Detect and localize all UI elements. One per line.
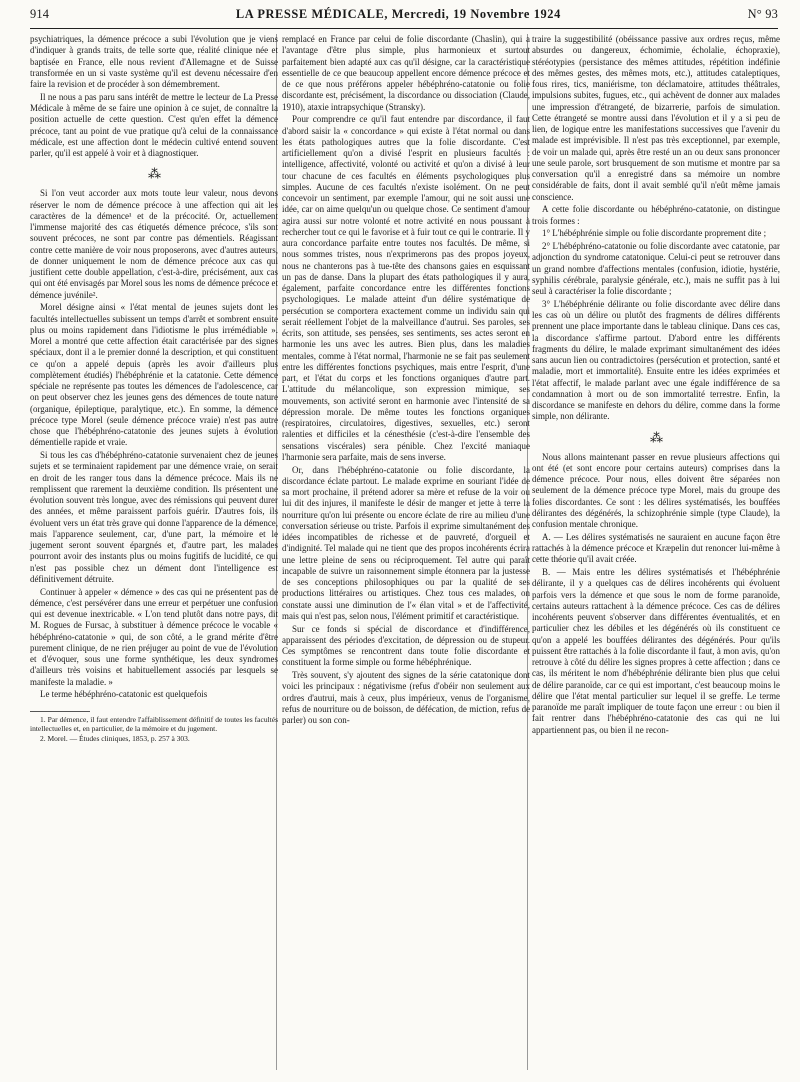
paragraph: Pour comprendre ce qu'il faut entendre par discordance, il faut d'abord saisir la « concordance » qui existe à l'état normal ou dans les états pathologiques autres que la folie discordante. C'est artificiellement qu'on a divisé l'esprit en plusieurs facultés : intelligence, affectivité, volonté ou activité et qu'on a divisé à leur tour chacune de ces facultés en éléments psychologiques plus simples. Aucune de ces facultés n'existe isolément. On ne peut concevoir un sentiment, par exemple l'amour, qui ne soit aussi une idée, car on aime quelqu'un ou quelque chose. Ce sentiment d'amour agira aussi sur notre volonté et notre activité en nous poussant à rechercher tout ce qui le favorise et à fuir tout ce qui le contrarie. Il y aura concordance parfaite entre toutes nos facultés. De même, si nous sommes tristes, nous n'exprimerons pas des propos joyeux, nous ne chanterons pas à tue-tête des chansons gaies en esquissant un pas de danse. Dans la plupart des états pathologiques il y aura, également, parfaite concordance entre les différentes fonctions psychologiques. Le malade atteint d'un délire systématique de persécution se comportera exactement comme un individu sain qui serait réellement l'objet de la malveillance d'autrui. Ses paroles, ses écrits, son attitude, ses pensées, ses sentiments, ses actes seront en harmonie les uns avec les autres. Bien plus, dans les maladies mentales, comme à l'état normal, l'harmonie ne se fait pas seulement entre les différentes fonctions psychiques, mais entre l'esprit, d'une part, et l'état du corps et les fonctions organiques d'autre part. L'attitude du mélancolique, son expression mimique, ses mouvements, son activité seront en harmonie avec l'intensité de sa dépression morale. De même toutes les fonctions organiques (respiratoires, circulatoires, digestives, sexuelles, etc.) seront ralenties et difficiles et la cénesthésie (c'est-à-dire l'ensemble des sensations viscérales) sera pénible. Chez l'excité maniaque l'harmonie sera parfaite, mais de sens inverse.: [282, 114, 530, 462]
section-separator: ⁂: [148, 166, 160, 182]
footnote-rule: [30, 711, 90, 712]
page-number: 914: [30, 7, 50, 21]
paragraph: Morel désigne ainsi « l'état mental de jeunes sujets dont les facultés intellectuelles subissent un temps d'arrêt et sombrent ensuite plus ou moins rapidement dans l'idiotisme le plus irrémédiable ». Morel a montré que cette affection était caractérisée par des signes spéciaux, dont il a le premier donné la description, et qui constituent ce qu'on a appelé depuis (après les avoir d'ailleurs plus complètement étudiés) l'hébéphrénie et la catatonie. Cette démence spéciale ne représente pas toutes les démences de l'adolescence, car on peut observer chez les jeunes gens des démences de toute nature (organique, épileptique, paralytique, etc.). En somme, la démence précoce type Morel (seule démence précoce vraie) n'est pas autre chose que l'hébéphréno-catatonie des jeunes sujets à évolution démentielle rapide et vraie.: [30, 302, 278, 448]
paragraph: 3° L'hébéphrénie délirante ou folie discordante avec délire dans les cas où un délire ou plutôt des fragments de délires différents prennent une place importante dans le tableau clinique. Dans ces cas, la discordance s'affirme partout. D'abord entre les différents fragments du délire, le malade exprimant simultanément des idées sans aucun lien ou contradictoires (persécution et protection, santé et maladie, mort et immortalité). Ensuite entre les idées exprimées et l'état affectif, le malade parlant avec une égale indifférence de sa condamnation à mort ou de son immortalité terrestre. Enfin, la discordance se manifeste en dehors du délire, comme dans la forme simple, non délirante.: [532, 298, 780, 422]
paragraph: 1° L'hébéphrénie simple ou folie discordante proprement dite ;: [542, 228, 767, 239]
journal-title: LA PRESSE MÉDICALE, Mercredi, 19 Novembre 1924: [235, 7, 561, 21]
paragraph: B. — Mais entre les délires systématisés et l'hébéphrénie délirante, il y a quelques cas de délires incohérents qui évoluent parfois vers la démence et que sous le nom de forme paranoïde, certains auteurs rattachent à la démence précoce. Ces cas de délires incohérents peuvent s'observer dans différentes éventualités, et en particulier chez les débiles et les dégénérés où ils constituent ce qu'on a appelé les bouffées délirantes des dégénérés. Pour qu'ils puissent être rattachés à la folie discordante il faut, à mon avis, qu'on retrouve à côté du délire les signes propres à cette affection ; dans ce cas, ils méritent le nom d'hébéphrénie délirante bien plus que celui de délire paranoïde, car ce qui est important, c'est beaucoup moins le délire que l'état mental particulier sur lequel il se greffe. Le terme paranoïde me paraît impliquer de toute façon une erreur : ou bien il fait rentrer dans l'hébéphréno-catatonie des cas qui ne lui appartiennent pas, ou bien il ne recon-: [532, 567, 780, 735]
column-1: [30, 34, 278, 745]
running-header: [30, 7, 778, 29]
footnote: 2. Morel. — Études cliniques, 1853, p. 257 à 303.: [40, 734, 190, 743]
paragraph: Continuer à appeler « démence » des cas qui ne présentent pas de démence, c'est persévérer dans une erreur et perpétuer une confusion qui est devenue inextricable. « L'on tend plutôt dans notre pays, dit M. Rogues de Fursac, à substituer à démence précoce le vocable « hébéphréno-catatonie » qui, de son côté, a le grand mérite d'être purement clinique, de ne rien préjuger au point de vue de l'évolution et d'évoquer, sous une forme synthétique, les deux syndromes d'ailleurs très voisins et habituellement associés par lesquels se manifeste la maladie. »: [30, 586, 278, 687]
paragraph: A cette folie discordante ou hébéphréno-catatonie, on distingue trois formes :: [532, 204, 780, 226]
column-2: [282, 34, 530, 728]
section-separator: ⁂: [650, 429, 662, 445]
paragraph: Or, dans l'hébéphréno-catatonie ou folie discordante, la discordance éclate partout. Le malade exprime en souriant l'idée de sa mort prochaine, il prétend adorer sa mère et refuse de la voir ou lui dit des injures, il manifeste le désir de manger et jette à terre la nourriture qu'on lui présente ou encore éclate de rire au milieu d'une conversation sérieuse ou triste. Parfois il exprime simultanément des idées incompatibles de richesse et de pauvreté, d'orgueil et d'indignité. Tel malade qui ne tient que des propos incohérents écrira une lettre pleine de sens ou réciproquement. Tel autre qui paraît incapable de suivre un raisonnement simple étonnera par la justesse de ses conceptions philosophiques ou par la qualité de ses productions littéraires ou artistiques. Chez tous ces malades, on constate aussi une diminution de l'« élan vital » et de l'affectivité, mais qui n'est pas, selon nous, l'élément primitif et caractéristique.: [282, 464, 530, 621]
footnote: 1. Par démence, il faut entendre l'affaiblissement définitif de toutes les facultés intellectuelles et, en particulier, de la mémoire et du jugement.: [30, 714, 278, 733]
paragraph: traire la suggestibilité (obéissance passive aux ordres reçus, même absurdes ou dangereux, échomimie, écholalie, échopraxie), stéréotypies (persistance des mêmes attitudes, répétition indéfinie des mêmes gestes, des mêmes mots, etc.), attitudes cataleptiques, fous rires, tics, maniérisme, ton déclamatoire, attitudes théâtrales, impulsions subites, fugues, etc., qui achèvent de donner aux malades une impression d'étrangeté, de bizarrerie, parfois de simulation. Cette étrangeté se montre aussi dans l'évolution et il y a si peu de lien, de logique entre les manifestations successives que l'avenir du malade est imprévisible. Il n'est pas très exceptionnel, par exemple, de voir un malade qui, après être resté un an ou deux sans prononcer une seule parole, sort brusquement de son mutisme et montre par sa conversation qu'il a enregistré dans sa mémoire un nombre considérable de faits, dont il avait semblé qu'il n'eût même jamais conscience.: [532, 34, 780, 202]
paragraph: remplacé en France par celui de folie discordante (Chaslin), qui a l'avantage d'être plus simple, plus harmonieux et surtout parfaitement bien adapté aux cas qu'il désigne, car la caractéristique essentielle de ce que beaucoup appellent encore démence précoce et de ce que nous préférons appeler hébéphréno-catatonie ou folie discordante est, précisément, la discordance ou dissociation (Claude, 1910), ataxie intrapsychique (Stransky).: [282, 34, 530, 112]
paragraph: Sur ce fonds si spécial de discordance et d'indifférence, apparaissent des périodes d'excitation, de dépression ou de stupeur. Ces symptômes se rencontrent dans toute folie discordante et constituent la forme simple ou forme hébéphrénique.: [282, 623, 530, 668]
issue-number: N° 93: [747, 7, 778, 21]
paragraph: Très souvent, s'y ajoutent des signes de la série catatonique dont voici les principaux : négativisme (refus d'obéir non seulement aux ordres d'autrui, mais à ceux, plus impérieux, venus de l'organisme, refus de nourriture ou de boisson, de défécation, de miction, refus de parler) ou son con-: [282, 670, 530, 725]
paragraph: Si l'on veut accorder aux mots toute leur valeur, nous devons réserver le nom de démence précoce à une affection qui ait les caractères de la démence¹ et de la précocité. Or, actuellement l'immense majorité des cas étiquetés démence précoce, s'ils sont souvent précoces, ne sont par contre pas démentiels. Réagissant contre cette manière de voir nous proposerons, avec d'autres auteurs, de donner uniquement le nom de démence précoce aux cas qui justifient cette double appellation, c'est-à-dire, précisément, aux cas qui ont été envisagés par Morel sous les noms de démence précoce et démence juvénile².: [30, 188, 278, 300]
paragraph: A. — Les délires systématisés ne sauraient en aucune façon être rattachés à la démence précoce et Kræpelin dut renoncer lui-même à cette théorie qu'il avait créée.: [532, 531, 780, 565]
paragraph: psychiatriques, la démence précoce a subi l'évolution que je viens d'indiquer à grands traits, de telle sorte que, réalité clinique née et baptisée en France, elle nous revient d'Allemagne et de Suisse transformée en un si vaste système qu'il est devenu nécessaire d'en faire la revision et de procéder à son démembrement.: [30, 34, 278, 89]
paragraph: Nous allons maintenant passer en revue plusieurs affections qui ont été (et sont encore pour certains auteurs) comprises dans la démence précoce. Pour nous, elles doivent être séparées non seulement de la démence précoce type Morel, mais du groupe des folies discordantes. Ce sont : les délires systématisés, les bouffées délirantes des dégénérés, la schizophrénie simple (type Claude), la confusion mentale chronique.: [532, 451, 780, 529]
header-rule: [30, 28, 778, 29]
paragraph: 2° L'hébéphréno-catatonie ou folie discordante avec catatonie, par adjonction du syndrome catatonique. Celui-ci peut se retrouver dans un grand nombre d'affections mentales (confusion, idiotie, hystérie, syphilis cérébrale, paralysie générale, etc.), mais ne suffit pas à lui seul à caractériser la folie discordante ;: [532, 241, 780, 296]
paragraph: Il ne nous a pas paru sans intérêt de mettre le lecteur de La Presse Médicale à même de se faire une opinion à ce sujet, de connaître la position actuelle de cette question. C'est qu'en effet la démence précoce, tant au point de vue pratique qu'à celui de la connaissance médicale, est une affection dont le médecin cultivé entend souvent parler, qu'il est appelé à voir et à diagnostiquer.: [30, 91, 278, 158]
paragraph: Si tous les cas d'hébéphréno-catatonie survenaient chez de jeunes sujets et se terminaient rapidement par une démence vraie, on serait en droit de les ranger tous dans la démence précoce. Mais ils ne remplissent que rarement la deuxième condition. Ils présentent une évolution souvent très longue, avec des rémissions qui peuvent durer des années, et même paraissent parfois guérir. D'autres fois, ils évoluent vers un état très grave qui donne l'apparence de la démence, mais l'apparence seulement, car, d'une part, la mémoire et le jugement seront souvent épargnés et, d'autre part, les malades pourront avoir des instants plus ou moins fugitifs de lucidité, ce qui n'est pas possible chez un dément dont l'intelligence est définitivement détruite.: [30, 450, 278, 584]
column-3: [532, 34, 780, 737]
paragraph: Le terme hébéphréno-catatonic est quelquefois: [40, 689, 208, 700]
